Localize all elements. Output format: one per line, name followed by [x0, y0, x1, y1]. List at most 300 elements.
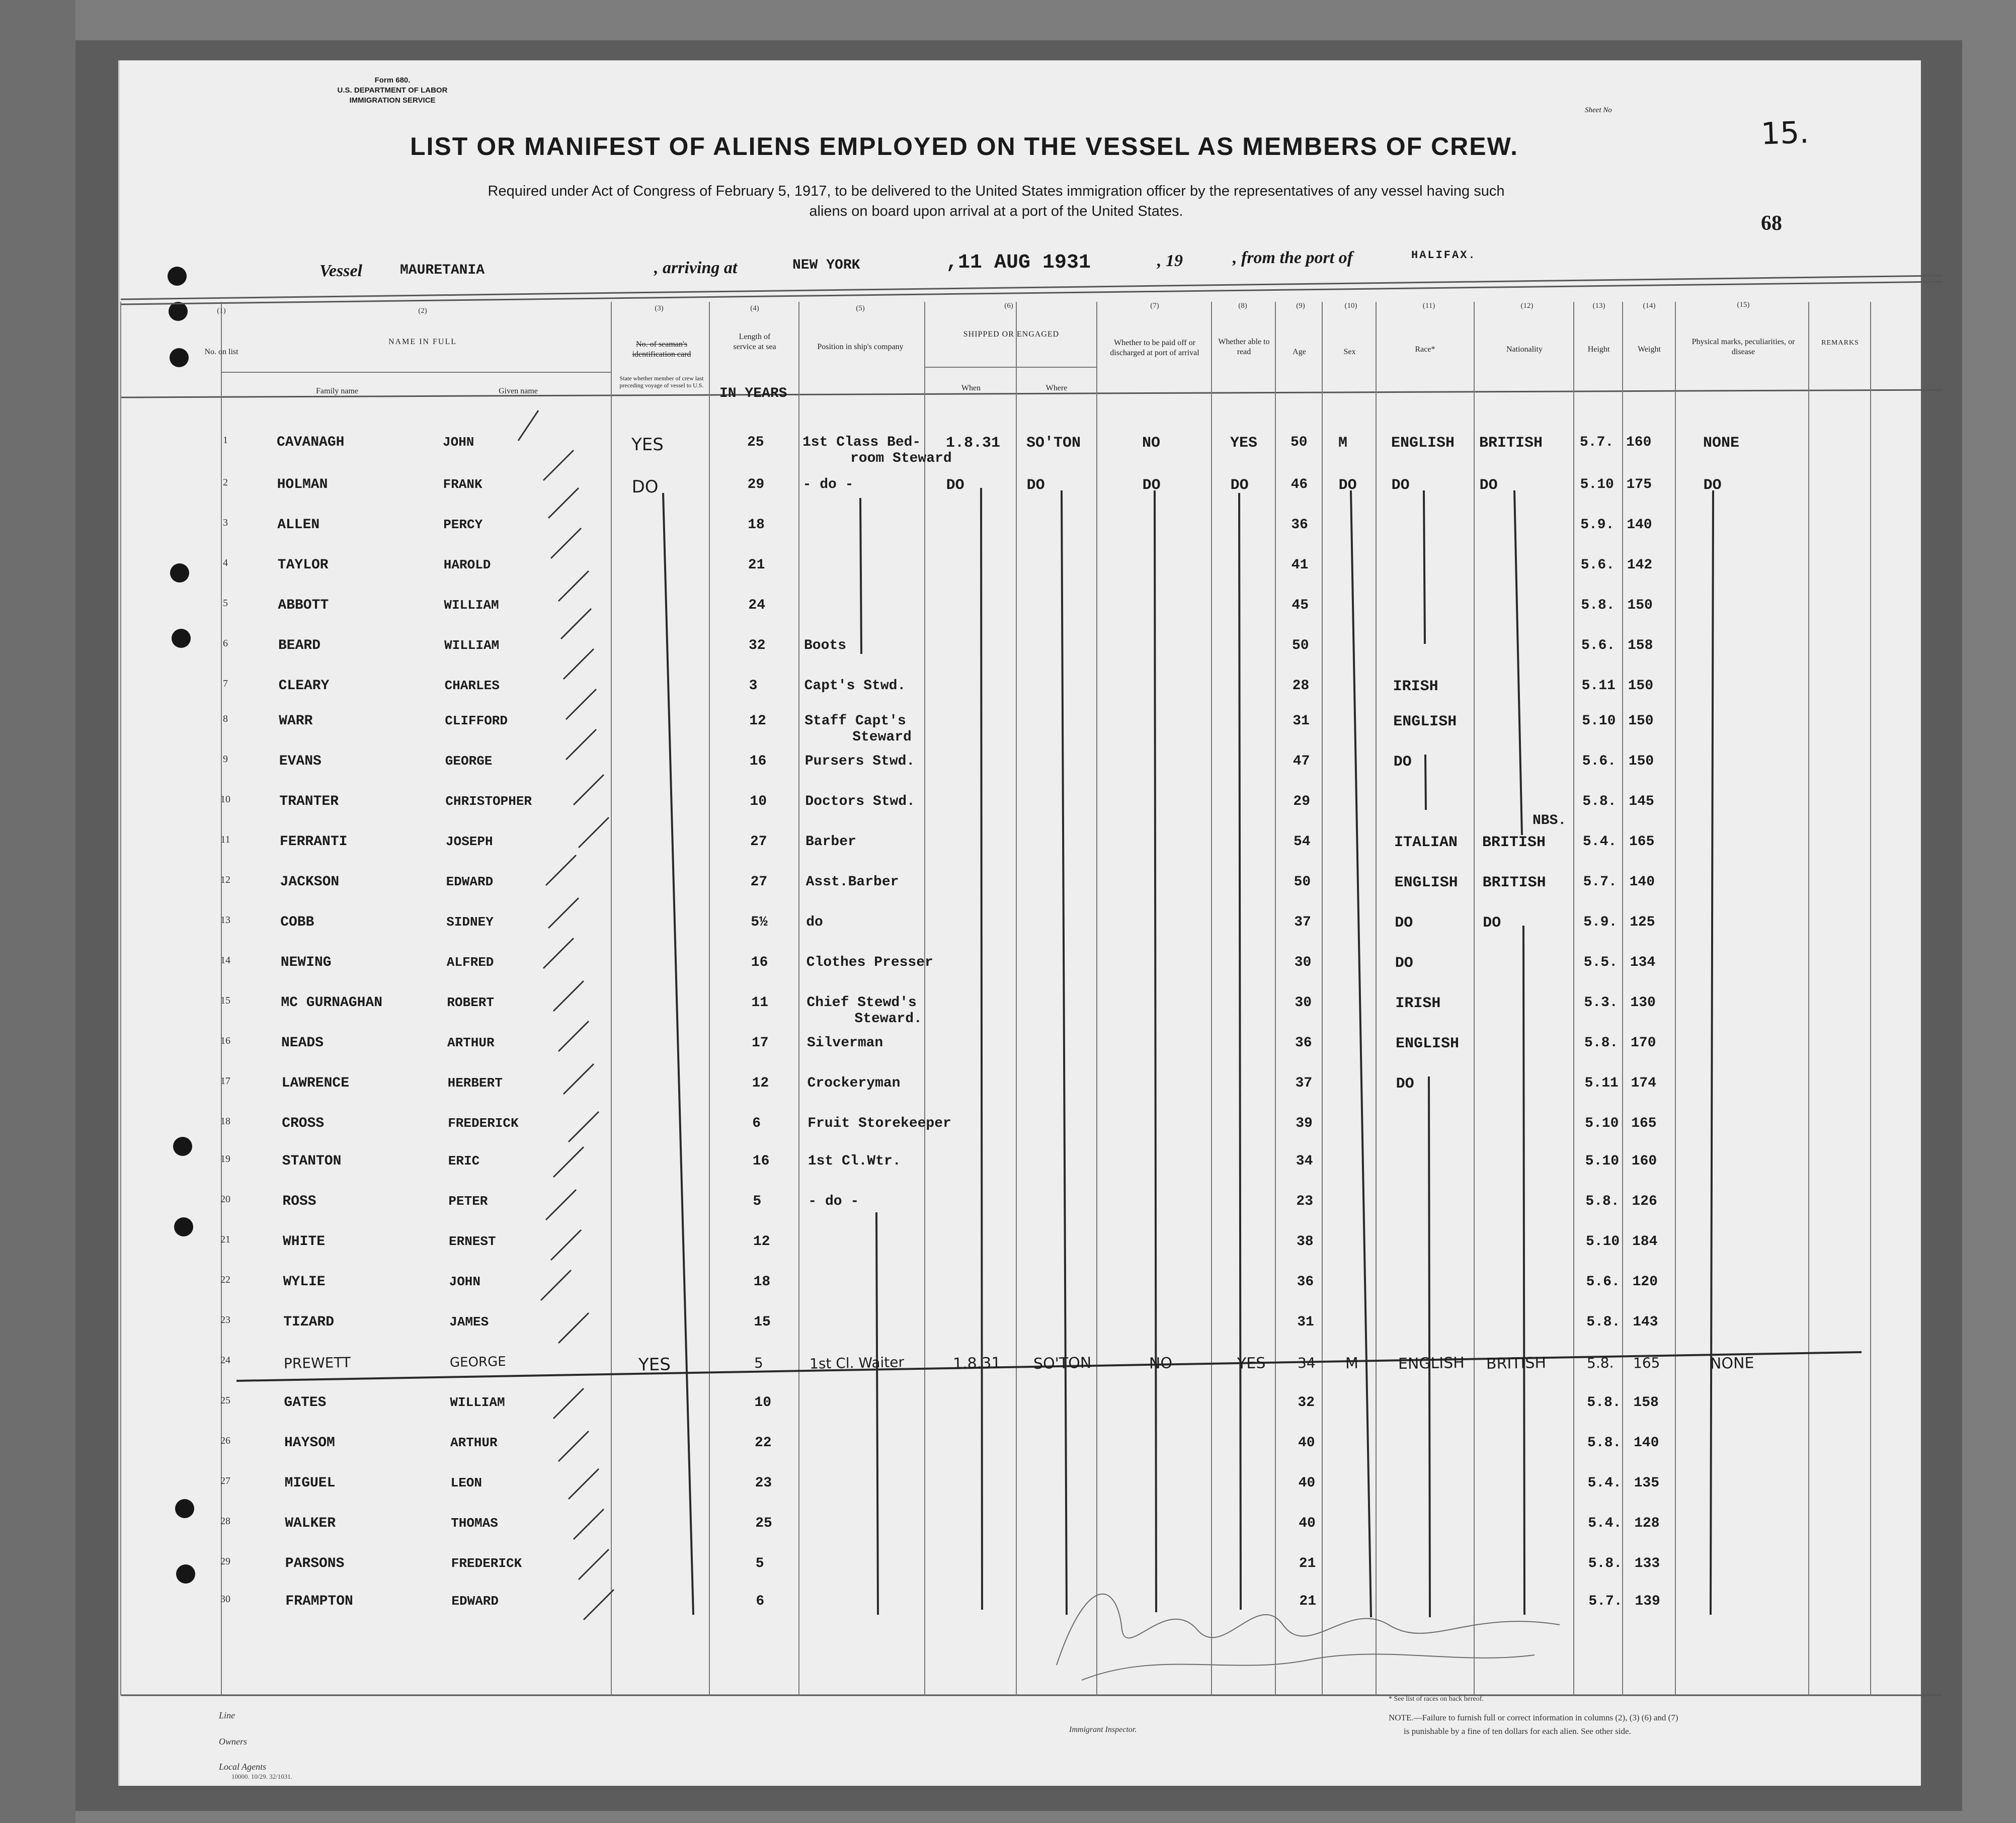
row-22-height: 5.6.	[1586, 1274, 1620, 1290]
row-13-weight: 125	[1630, 915, 1655, 930]
col-num-15: (15)	[1737, 301, 1750, 309]
row-27-length-of-service: 23	[755, 1475, 772, 1491]
row-2-height: 5.10	[1580, 477, 1614, 492]
row-25-family-name: GATES	[284, 1395, 327, 1411]
row-5-length-of-service: 24	[748, 598, 765, 613]
row-26-height: 5.8.	[1587, 1435, 1622, 1451]
row-11-position: Barber	[805, 834, 856, 850]
row-18-height: 5.10	[1585, 1116, 1619, 1131]
row-4-family-name: TAYLOR	[277, 557, 329, 573]
row-18-given-name: FREDERICK	[448, 1116, 519, 1131]
row-12-nationality: BRITISH	[1482, 874, 1546, 891]
row-14-family-name: NEWING	[280, 955, 332, 970]
row-1-sex: M	[1338, 435, 1348, 452]
col-num-9: (9)	[1296, 302, 1305, 310]
col-num-1: (1)	[217, 307, 226, 315]
row-8-given-name: CLIFFORD	[445, 713, 508, 728]
row-4-height: 5.6.	[1580, 557, 1615, 573]
row-28-weight: 128	[1634, 1516, 1660, 1531]
row-10-length-of-service: 10	[750, 794, 767, 809]
row-30-given-name: EDWARD	[451, 1594, 499, 1609]
from-port-label: , from the port of	[1233, 248, 1353, 267]
footer-owners-label: Owners	[219, 1736, 248, 1747]
col-num-6: (6)	[1004, 302, 1013, 310]
row-6-row-number: 6	[223, 638, 228, 649]
binder-background	[0, 0, 75, 1823]
punch-hole	[175, 1499, 194, 1518]
col-num-12: (12)	[1520, 302, 1534, 310]
row-12-position: Asst.Barber	[805, 874, 899, 890]
row-2-physical-marks: DO	[1703, 477, 1722, 494]
row-14-age: 30	[1294, 955, 1312, 970]
row-23-given-name: JAMES	[449, 1314, 489, 1330]
row-24-paid-off: NO	[1149, 1354, 1173, 1373]
row-5-height: 5.8.	[1581, 598, 1615, 613]
row-3-age: 36	[1291, 517, 1308, 533]
row-27-age: 40	[1298, 1475, 1316, 1491]
row-19-weight: 160	[1631, 1153, 1657, 1169]
row-1-weight: 160	[1626, 435, 1652, 450]
row-18-row-number: 18	[220, 1116, 230, 1127]
row-4-given-name: HAROLD	[443, 557, 491, 572]
row-26-length-of-service: 22	[755, 1435, 772, 1451]
footer-inspector-label: Immigrant Inspector.	[1069, 1725, 1137, 1734]
row-9-race: DO	[1393, 754, 1412, 771]
row-10-height: 5.8.	[1582, 794, 1617, 809]
punch-hole	[169, 302, 188, 321]
row-11-nationality: BRITISH	[1482, 834, 1546, 851]
row-30-weight: 139	[1635, 1594, 1660, 1609]
row-13-family-name: COBB	[280, 915, 314, 930]
header-physical-marks: Physical marks, peculiarities, or disease	[1691, 338, 1795, 356]
row-18-weight: 165	[1631, 1116, 1657, 1131]
row-17-age: 37	[1295, 1075, 1313, 1091]
row-24-nationality: BRITISH	[1486, 1354, 1547, 1373]
row-18-family-name: CROSS	[282, 1116, 325, 1131]
header-paid-off: Whether to be paid off or discharged at port of arrival	[1110, 339, 1199, 357]
row-8-row-number: 8	[223, 713, 228, 724]
subtitle-line-2: aliens on board upon arrival at a port of the United States.	[809, 203, 1183, 219]
row-24-position: 1st Cl. Waiter	[809, 1354, 905, 1372]
row-9-row-number: 9	[223, 754, 228, 765]
row-27-height: 5.4.	[1587, 1475, 1622, 1491]
page-title: LIST OR MANIFEST OF ALIENS EMPLOYED ON THE VESSEL AS MEMBERS OF CREW.	[410, 132, 1518, 160]
row-12-length-of-service: 27	[750, 874, 768, 890]
row-8-race: ENGLISH	[1393, 713, 1457, 730]
row-2-nationality: DO	[1479, 477, 1498, 494]
row-3-length-of-service: 18	[748, 517, 765, 533]
row-11-height: 5.4.	[1583, 834, 1617, 850]
row-14-weight: 134	[1630, 955, 1656, 970]
row-14-length-of-service: 16	[751, 955, 768, 970]
row-4-age: 41	[1291, 557, 1309, 573]
footer-line-label: Line	[219, 1710, 235, 1720]
row-15-family-name: MC GURNAGHAN	[281, 995, 383, 1011]
row-2-family-name: HOLMAN	[277, 477, 328, 492]
row-21-height: 5.10	[1586, 1234, 1620, 1250]
row-11-length-of-service: 27	[750, 834, 767, 850]
row-3-family-name: ALLEN	[277, 517, 320, 533]
row-24-row-number: 24	[220, 1355, 230, 1366]
row-9-family-name: EVANS	[279, 754, 321, 769]
row-1-row-number: 1	[223, 435, 228, 446]
row-6-weight: 158	[1628, 638, 1653, 653]
row-1-position: 1st Class Bed-	[802, 435, 921, 450]
row-24-shipped-where: SO'TON	[1033, 1354, 1092, 1373]
col-num-10: (10)	[1344, 302, 1357, 310]
row-23-row-number: 23	[220, 1314, 230, 1325]
row-23-height: 5.8.	[1586, 1314, 1621, 1330]
row-20-length-of-service: 5	[753, 1194, 762, 1209]
row-26-family-name: HAYSOM	[284, 1435, 335, 1451]
row-29-height: 5.8.	[1588, 1556, 1623, 1571]
header-where: Where	[1045, 384, 1068, 392]
row-5-row-number: 5	[223, 598, 228, 609]
row-24-family-name: PREWETT	[283, 1354, 351, 1372]
row-15-age: 30	[1295, 995, 1312, 1011]
row-12-race: ENGLISH	[1394, 874, 1458, 891]
header-position: Position in ship's company	[817, 343, 904, 351]
header-sex: Sex	[1343, 348, 1356, 356]
footer-agents-label: Local Agents	[219, 1762, 267, 1772]
row-13-height: 5.9.	[1583, 915, 1618, 930]
row-22-length-of-service: 18	[753, 1274, 771, 1290]
row-15-given-name: ROBERT	[447, 995, 495, 1010]
row-21-age: 38	[1297, 1234, 1314, 1250]
row-29-age: 21	[1299, 1556, 1316, 1571]
row-20-age: 23	[1296, 1194, 1313, 1209]
row-24-length-of-service: 5	[754, 1354, 763, 1372]
header-given-name: Given name	[499, 387, 538, 395]
sheet-number: 15.	[1760, 115, 1810, 152]
row-22-weight: 120	[1632, 1274, 1658, 1290]
row-16-height: 5.8.	[1584, 1035, 1619, 1051]
row-25-age: 32	[1298, 1395, 1315, 1411]
row-7-weight: 150	[1628, 678, 1654, 694]
header-service-unit: IN YEARS	[719, 386, 787, 401]
service-name: IMMIGRATION SERVICE	[349, 96, 436, 105]
row-17-row-number: 17	[220, 1075, 230, 1087]
row-24-shipped-when: 1.8.31	[952, 1354, 1001, 1373]
row-16-row-number: 16	[220, 1035, 230, 1046]
row-15-row-number: 15	[220, 995, 230, 1006]
row-19-height: 5.10	[1585, 1153, 1620, 1169]
header-weight: Weight	[1638, 345, 1661, 354]
row-7-position: Capt's Stwd.	[804, 678, 906, 694]
row-5-family-name: ABBOTT	[278, 598, 329, 613]
row-28-age: 40	[1299, 1516, 1316, 1531]
year-label: , 19	[1157, 252, 1183, 270]
footer-print-code: 10000. 10/29. 32/1031.	[231, 1773, 292, 1780]
row-14-position: Clothes Presser	[806, 955, 933, 970]
row-20-position: - do -	[808, 1194, 859, 1209]
row-26-given-name: ARTHUR	[450, 1435, 498, 1450]
row-1-shipped-where: SO'TON	[1026, 435, 1081, 452]
row-2-position: - do -	[802, 477, 854, 492]
row-4-weight: 142	[1627, 557, 1653, 573]
row-2-row-number: 2	[223, 477, 228, 488]
sheet-number-label: Sheet No	[1585, 106, 1612, 114]
row-1-able-to-read: YES	[1230, 435, 1258, 452]
row-21-row-number: 21	[220, 1234, 230, 1245]
row-7-length-of-service: 3	[749, 678, 758, 694]
row-2-paid-off: DO	[1142, 477, 1161, 494]
row-26-weight: 140	[1634, 1435, 1659, 1451]
row-18-age: 39	[1296, 1116, 1313, 1131]
row-16-race: ENGLISH	[1396, 1035, 1460, 1052]
row-28-height: 5.4.	[1588, 1516, 1622, 1531]
row-8-family-name: WARR	[279, 713, 313, 729]
row-12-row-number: 12	[220, 874, 230, 885]
row-27-weight: 135	[1634, 1475, 1660, 1491]
row-19-position: 1st Cl.Wtr.	[808, 1153, 901, 1169]
header-race: Race*	[1415, 345, 1435, 354]
row-10-row-number: 10	[220, 794, 230, 805]
row-2-sex: DO	[1338, 477, 1357, 494]
row-23-family-name: TIZARD	[283, 1314, 335, 1330]
row-1-age: 50	[1291, 435, 1308, 450]
row-8-weight: 150	[1628, 713, 1654, 729]
row-11-race: ITALIAN	[1394, 834, 1458, 851]
form-number: Form 680.	[374, 76, 411, 85]
row-13-position: do	[806, 915, 823, 930]
row-30-height: 5.7.	[1588, 1594, 1623, 1609]
row-29-length-of-service: 5	[755, 1556, 764, 1571]
row-9-height: 5.6.	[1582, 754, 1617, 769]
row-19-given-name: ERIC	[448, 1153, 480, 1169]
row-11-row-number: 11	[220, 834, 230, 845]
header-height: Height	[1587, 345, 1610, 354]
row-20-family-name: ROSS	[282, 1194, 316, 1209]
row-2-able-to-read: DO	[1230, 477, 1249, 494]
row-2-race: DO	[1391, 477, 1410, 494]
row-9-given-name: GEORGE	[445, 754, 493, 769]
row-3-weight: 140	[1627, 517, 1652, 533]
row-27-given-name: LEON	[450, 1475, 482, 1490]
row-15-height: 5.3.	[1584, 995, 1618, 1011]
row-28-family-name: WALKER	[285, 1516, 336, 1531]
row-9-length-of-service: 16	[749, 754, 767, 769]
row-25-height: 5.8.	[1587, 1395, 1621, 1411]
row-6-length-of-service: 32	[749, 638, 766, 653]
row-24-physical-marks: NONE	[1710, 1354, 1754, 1373]
row-26-age: 40	[1298, 1435, 1315, 1451]
row-16-position: Silverman	[807, 1035, 883, 1051]
row-1-height: 5.7.	[1580, 435, 1614, 450]
col-num-13: (13)	[1592, 302, 1605, 310]
form-identification	[312, 75, 473, 106]
row-23-age: 31	[1297, 1314, 1314, 1330]
row-13-race: DO	[1395, 915, 1413, 932]
row-1-length-of-service: 25	[747, 435, 764, 450]
row-17-position: Crockeryman	[807, 1075, 901, 1091]
row-2-given-name: FRANK	[443, 477, 482, 492]
row-2-shipped-when: DO	[946, 477, 964, 494]
row-14-row-number: 14	[220, 955, 230, 966]
row-29-family-name: PARSONS	[285, 1556, 345, 1571]
row-17-family-name: LAWRENCE	[281, 1075, 350, 1091]
row-18-length-of-service: 6	[752, 1116, 761, 1131]
punch-hole	[176, 1564, 195, 1584]
row-22-given-name: JOHN	[449, 1274, 481, 1289]
row-24-race: ENGLISH	[1398, 1354, 1465, 1373]
footer-note-line-2: is punishable by a fine of ten dollars for each alien. See other side.	[1404, 1726, 1631, 1736]
row-7-given-name: CHARLES	[444, 678, 500, 693]
row-15-race: IRISH	[1395, 995, 1441, 1012]
punch-hole	[173, 1137, 192, 1156]
row-10-weight: 145	[1629, 794, 1654, 809]
row-12-family-name: JACKSON	[280, 874, 340, 890]
subtitle-line-1: Required under Act of Congress of February 5, 1917, to be delivered to the United States immigration officer by the representatives of any vessel having such	[488, 183, 1505, 199]
row-21-given-name: ERNEST	[449, 1234, 496, 1249]
row-2-age: 46	[1291, 477, 1308, 492]
row-19-length-of-service: 16	[752, 1153, 770, 1169]
row-20-weight: 126	[1632, 1194, 1657, 1209]
row-1-given-name: JOHN	[443, 435, 474, 450]
row-17-given-name: HERBERT	[447, 1075, 503, 1091]
department-name: U.S. DEPARTMENT OF LABOR	[337, 86, 448, 95]
row-28-length-of-service: 25	[755, 1516, 772, 1531]
row-1-position-line-2: room Steward	[850, 451, 952, 466]
row-29-given-name: FREDERICK	[451, 1556, 522, 1571]
row-24-able-to-read: YES	[1237, 1354, 1266, 1373]
row-24-previous-voyage: YES	[638, 1354, 671, 1375]
col-num-7: (7)	[1150, 302, 1159, 310]
row-5-age: 45	[1292, 598, 1309, 613]
row-6-age: 50	[1292, 638, 1309, 653]
row-8-position: Staff Capt's	[804, 713, 906, 729]
row-14-given-name: ALFRED	[446, 955, 494, 970]
row-1-family-name: CAVANAGH	[277, 435, 345, 450]
row-13-nationality: DO	[1483, 915, 1501, 932]
row-10-position: Doctors Stwd.	[805, 794, 915, 809]
row-20-row-number: 20	[220, 1194, 230, 1205]
header-id-card: No. of seaman's identification card	[632, 340, 691, 359]
punch-hole	[168, 267, 187, 286]
row-17-weight: 174	[1631, 1075, 1657, 1091]
row-6-family-name: BEARD	[278, 638, 321, 653]
row-1-shipped-when: 1.8.31	[946, 435, 1001, 452]
row-17-length-of-service: 12	[752, 1075, 769, 1091]
punch-hole	[172, 629, 191, 648]
col-num-4: (4)	[750, 304, 759, 312]
row-7-race: IRISH	[1393, 678, 1438, 695]
row-7-row-number: 7	[223, 678, 228, 689]
row-22-family-name: WYLIE	[283, 1274, 326, 1290]
row-2-previous-voyage: DO	[631, 477, 659, 497]
row-13-given-name: SIDNEY	[446, 915, 494, 930]
row-29-row-number: 29	[220, 1556, 230, 1567]
row-1-physical-marks: NONE	[1703, 435, 1740, 452]
row-14-race: DO	[1395, 955, 1413, 972]
row-13-length-of-service: 5½	[751, 915, 768, 930]
row-5-given-name: WILLIAM	[444, 598, 499, 613]
row-24-age: 34	[1297, 1354, 1316, 1372]
row-19-row-number: 19	[220, 1153, 230, 1165]
row-15-length-of-service: 11	[751, 995, 768, 1011]
header-name-in-full: NAME IN FULL	[388, 338, 457, 346]
header-shipped-or-engaged: SHIPPED OR ENGAGED	[963, 330, 1060, 339]
row-12-height: 5.7.	[1583, 874, 1617, 890]
row-10-family-name: TRANTER	[279, 794, 339, 809]
row-30-row-number: 30	[220, 1594, 230, 1605]
row-30-length-of-service: 6	[756, 1594, 765, 1609]
row-24-given-name: GEORGE	[449, 1354, 506, 1370]
footer-note-line-1: NOTE.—Failure to furnish full or correct information in columns (2), (3) (6) and (7)	[1389, 1713, 1678, 1722]
vessel-label: Vessel	[319, 262, 362, 280]
row-3-row-number: 3	[223, 517, 228, 528]
header-family-name: Family name	[316, 387, 358, 395]
row-17-height: 5.11	[1584, 1075, 1619, 1091]
row-20-height: 5.8.	[1585, 1194, 1620, 1209]
header-nationality: Nationality	[1506, 345, 1543, 354]
row-28-row-number: 28	[220, 1516, 230, 1527]
arrival-date-stamp: ,11 AUG 1931	[946, 252, 1091, 274]
header-length-of-service: Length of service at sea	[733, 333, 776, 351]
footer-races-note: * See list of races on back hereof.	[1389, 1695, 1484, 1703]
row-8-position-line-2: Steward	[852, 729, 912, 745]
row-16-age: 36	[1295, 1035, 1312, 1051]
row-10-given-name: CHRISTOPHER	[445, 794, 532, 809]
row-12-weight: 140	[1629, 874, 1655, 890]
row-28-given-name: THOMAS	[451, 1516, 498, 1531]
row-5-weight: 150	[1627, 598, 1653, 613]
col-num-8: (8)	[1238, 302, 1247, 310]
row-12-given-name: EDWARD	[446, 874, 494, 889]
row-16-family-name: NEADS	[281, 1035, 324, 1051]
row-27-row-number: 27	[220, 1475, 230, 1486]
row-25-row-number: 25	[220, 1395, 230, 1406]
row-16-weight: 170	[1631, 1035, 1656, 1051]
header-remarks: REMARKS	[1821, 339, 1859, 347]
row-22-age: 36	[1297, 1274, 1314, 1290]
row-7-age: 28	[1292, 678, 1310, 694]
row-11-given-name: JOSEPH	[446, 834, 493, 849]
punch-hole	[174, 1217, 193, 1236]
departure-port: HALIFAX.	[1411, 249, 1477, 262]
row-15-position-line-2: Steward.	[854, 1011, 922, 1027]
row-19-family-name: STANTON	[282, 1153, 342, 1169]
row-3-height: 5.9.	[1580, 517, 1615, 533]
row-8-length-of-service: 12	[749, 713, 766, 729]
row-2-length-of-service: 29	[747, 477, 765, 492]
row-11-weight: 165	[1629, 834, 1655, 850]
row-10-age: 29	[1293, 794, 1310, 809]
arrival-port: NEW YORK	[792, 258, 860, 273]
row-27-family-name: MIGUEL	[284, 1475, 336, 1491]
row-25-weight: 158	[1633, 1395, 1659, 1411]
row-15-weight: 130	[1630, 995, 1656, 1011]
row-18-position: Fruit Storekeeper	[808, 1116, 951, 1131]
row-8-age: 31	[1293, 713, 1310, 729]
row-29-weight: 133	[1634, 1556, 1660, 1571]
row-2-weight: 175	[1626, 477, 1652, 492]
row-4-row-number: 4	[223, 557, 228, 568]
row-3-given-name: PERCY	[443, 517, 483, 532]
row-6-given-name: WILLIAM	[444, 638, 500, 653]
row-1-nationality: BRITISH	[1479, 435, 1543, 452]
row-6-position: Boots	[804, 638, 847, 653]
row-4-length-of-service: 21	[748, 557, 765, 573]
page-subtitle	[302, 181, 1690, 221]
col-num-11: (11)	[1422, 302, 1435, 310]
punch-hole	[170, 348, 189, 367]
row-1-paid-off: NO	[1142, 435, 1161, 452]
row-30-age: 21	[1299, 1594, 1316, 1609]
row-7-family-name: CLEARY	[278, 678, 330, 694]
row-9-age: 47	[1293, 754, 1310, 769]
col-num-3: (3)	[655, 304, 664, 312]
